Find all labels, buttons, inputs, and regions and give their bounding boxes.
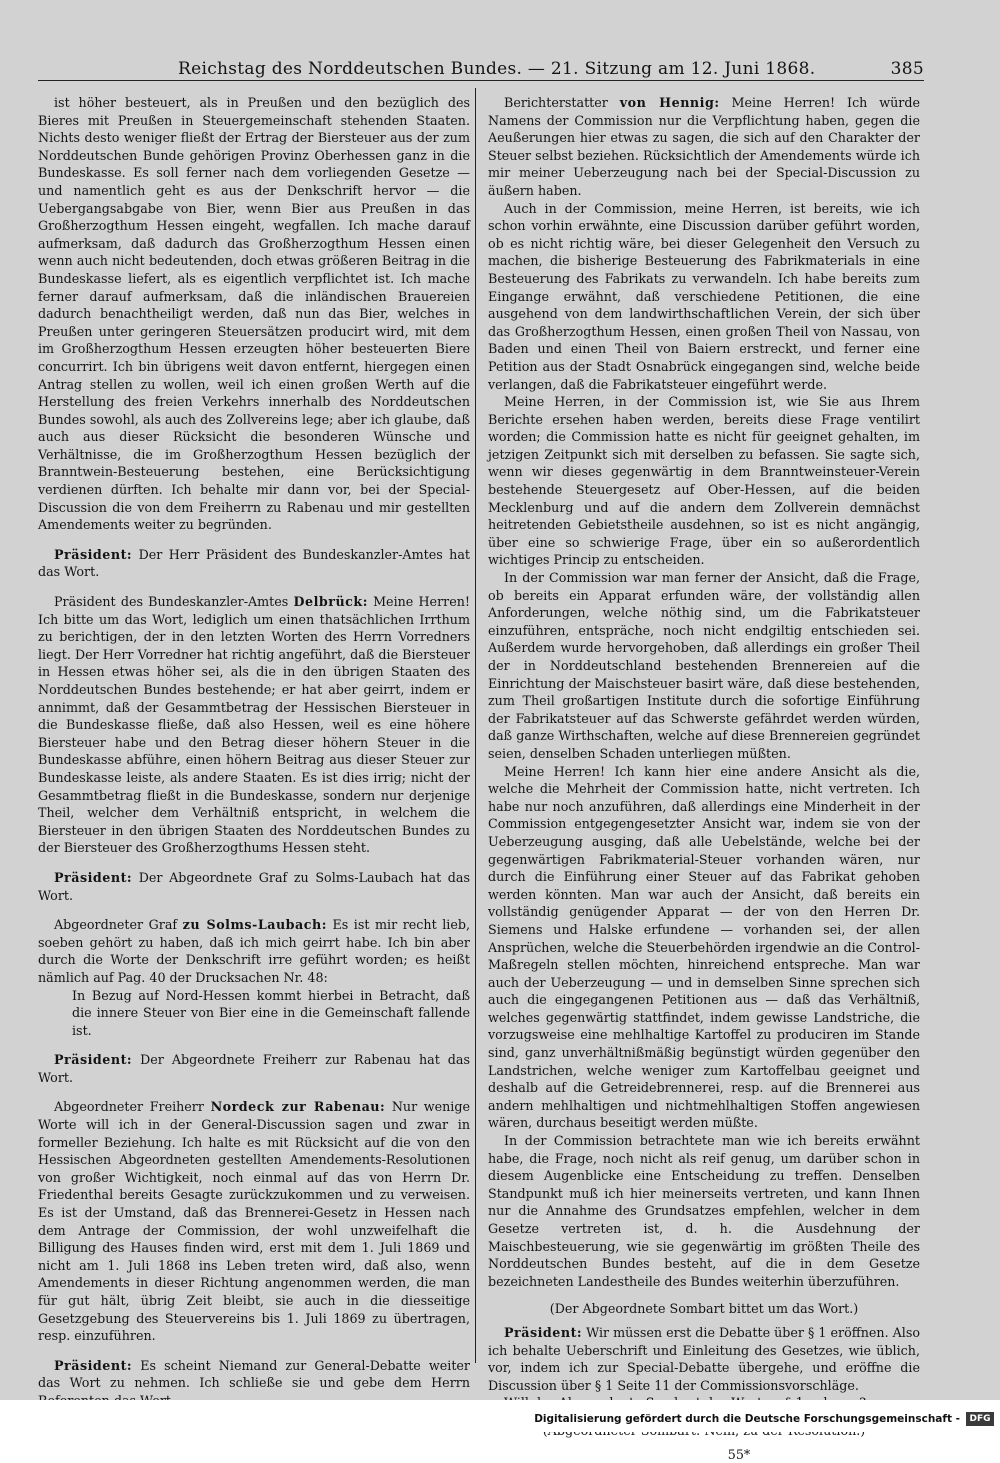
speaker-intro: Abgeordneter Graf: [54, 917, 183, 933]
left-column: [38, 94, 470, 1410]
speaker-label: Präsident:: [54, 546, 133, 562]
speech-text: Meine Herren! Ich bitte um das Wort, lediglich um einen thatsächlichen Irrthum zu berichtigen, der in den letzten Worten des Herrn Vorredners liegt. Der Herr Vorredner hat richtig angeführt, daß die Biersteuer in Hessen etwas höher sei, als die in den übrigen Staaten des Norddeutschen Bundes bestehende; er hat aber geirrt, indem er annimmt, daß der Gesammtbetrag der Hessischen Biersteuer in die Bundeskasse fließe, daß also Hessen, weil es eine höhere Biersteuer habe und den Betrag dieser höhern Steuer in die Bundeskasse abführe, einen höhern Beitrag aus dieser Steuer zur Bundeskasse leiste, als andere Staaten. Es ist dies irrig; nicht der Gesammtbetrag fließt in die Bundeskasse, sondern nur derjenige Theil, welcher dem Verhältniß entspricht, in welchem die Biersteuer in den übrigen Staaten des Norddeutschen Bundes zu der Biersteuer des Großherzogthums Hessen steht.: [38, 594, 470, 856]
speech-text: Meine Herren! Ich würde Namens der Commission nur die Verpflichtung haben, gegen die Aeußerungen hier etwas zu sagen, die sich auf den Charakter der Steuer selbst beziehen. Rücksichtlich der Amendements würde ich mir meiner Ueberzeugung nach bei der Special-Discussion zu äußern haben.: [488, 95, 920, 198]
paragraph: Meine Herren! Ich kann hier eine andere Ansicht als die, welche die Mehrheit der Commission hatte, nicht vertreten. Ich habe nur noch anzuführen, daß allerdings eine Minderheit in der Commission entgegengesetzter Ansicht war, indem sie von der Ueberzeugung ausging, daß alle Uebelstände, welche bei der gegenwärtigen Fabrikmaterial-Steuer vorhanden wären, nur durch die Einführung einer Steuer auf das Fabrikat gehoben werden könnten. Man war auch der Ansicht, daß bereits ein vollständig genügender Apparat — der von den Herren Dr. Siemens und Halske erfundene — vorhanden sei, der allen Ansprüchen, welche die Steuerbehörden irgendwie an die Control-Maßregeln stellen möchten, hinreichend entspreche. Man war auch der Ueberzeugung — und in demselben Sinne sprechen sich auch die eingegangenen Petitionen aus — daß das Verhältniß, welches gegenwärtig stattfindet, indem gewisse Landstriche, die vorzugsweise eine mehlhaltige Kartoffel zu produciren im Stande sind, ganz unverhältnißmäßig begünstigt würden gegenüber den Landstrichen, welche weniger zum Kartoffelbau geeignet und deshalb auf die Getreidebrennerei, resp. auf die Brennerei aus andern mehlhaltigen und nichtmehlhaltigen Stoffen angewiesen wären, durchaus beseitigt werden müßte.: [488, 763, 920, 1131]
speech-president: [488, 1324, 920, 1394]
speech-text: Der Abgeordnete Freiherr zur Rabenau hat das Wort.: [38, 1052, 470, 1085]
paragraph: Auch in der Commission, meine Herren, ist bereits, wie ich schon vorhin erwähnte, eine Discussion darüber geführt worden, ob es nicht richtig wäre, bei dieser Gelegenheit den Versuch zu machen, die bisherige Besteuerung des Fabrikmaterials in eine Besteuerung des Fabrikats zu verwandeln. Ich habe bereits zum Eingange erwähnt, daß verschiedene Petitionen, die eine ausgehend von dem landwirthschaftlichen Verein, der sich über das Großherzogthum Hessen, einen großen Theil von Nassau, von Baden und einen Theil von Baiern erstreckt, und ferner eine Petition aus der Stadt Osnabrück eingegangen sind, welche beide verlangen, daß die Fabrikatsteuer eingeführt werde.: [488, 200, 920, 392]
paragraph: In der Commission war man ferner der Ansicht, daß die Frage, ob bereits ein Apparat erfunden wäre, der vollständig allen Anforderungen, welche nöthig sind, um die Fabrikatsteuer einzuführen, entspräche, noch nicht endgiltig entschieden sei. Außerdem wurde hervorgehoben, daß allerdings ein großer Theil der in Norddeutschland bestehenden Brennereien auf die Einrichtung der Maischsteuer basirt wäre, daß diese bestehenden, zum Theil großartigen Institute durch die sofortige Einführung der Fabrikatsteuer auf das Schwerste gefährdet werden würden, daß ganze Wirthschaften, welche auf diese Brennereien gegründet seien, denselben Schaden unterliegen müßten.: [488, 570, 920, 761]
speaker-label: Präsident:: [504, 1324, 583, 1340]
quotation: In Bezug auf Nord-Hessen kommt hierbei in Betracht, daß die innere Steuer von Bier eine in die Gemeinschaft fallende ist.: [72, 987, 470, 1038]
speech-delbrueck: [38, 593, 470, 857]
speaker-label: Delbrück:: [293, 594, 368, 610]
speaker-label: Präsident:: [54, 869, 133, 885]
speech-president: [38, 869, 470, 904]
funding-credit: Digitalisierung gefördert durch die Deutsche Forschungsgemeinschaft -: [534, 1413, 960, 1425]
page-number: 385: [890, 59, 924, 79]
running-title: Reichstag des Norddeutschen Bundes. — 21. Sitzung am 12. Juni 1868.: [178, 59, 816, 79]
speech-solms-laubach: [38, 916, 470, 986]
speaker-label: Präsident:: [54, 1357, 133, 1373]
paragraph: In der Commission betrachtete man wie ich bereits erwähnt habe, die Frage, noch nicht als reif genug, um darüber schon in diesem Augenblicke eine Entscheidung zu treffen. Denselben Standpunkt muß ich hier meinerseits vertreten, und kann Ihnen nur die Annahme des Grundsatzes empfehlen, welcher in dem Gesetze vertreten ist, d. h. die Ausdehnung der Maischbesteuerung, wie sie gegenwärtig im größten Theile des Norddeutschen Bundes besteht, auf die in dem Gesetze bezeichneten Landestheile des Bundes weiterhin überzuführen.: [488, 1133, 920, 1289]
printer-signature: 55*: [727, 1446, 751, 1462]
right-column: [488, 94, 920, 1463]
stage-direction: (Der Abgeordnete Sombart bittet um das Wort.): [549, 1301, 859, 1317]
page-header: [38, 58, 924, 81]
speaker-intro: Abgeordneter Freiherr: [54, 1099, 211, 1115]
paragraph: Meine Herren, in der Commission ist, wie Sie aus Ihrem Berichte ersehen haben werden, bereits diese Frage ventilirt worden; die Commission hatte es nicht für geeignet gehalten, im jetzigen Zeitpunkt sich mit derselben zu befassen. Sie sagte sich, wenn wir dieses gegenwärtig in dem Branntweinsteuer-Verein bestehende Steuergesetz auf Ober-Hessen, auf die beiden Mecklenburg und auf die andern dem Zollverein demnächst heitretenden Gebietstheile ausdehnen, so ist es nicht angängig, über eine so schwierige Frage, über ein so außerordentlich wichtiges Princip zu entscheiden.: [488, 394, 920, 568]
speech-von-hennig: [488, 94, 920, 200]
speech-president: [38, 546, 470, 581]
speech-text: Wir müssen erst die Debatte über § 1 eröffnen. Also ich behalte Ueberschrift und Einleitung des Gesetzes, wie üblich, vor, indem ich zur Special-Debatte übergehe, und eröffne die Discussion über § 1 Seite 11 der Commissionsvorschläge.: [488, 1324, 921, 1393]
speech-text: Es ist mir recht lieb, soeben gehört zu haben, daß ich mich geirrt habe. Ich bin aber durch die Worte der Denkschrift irre geführt worden; es heißt nämlich auf Pag. 40 der Drucksachen Nr. 48:: [38, 917, 471, 985]
column-divider: [475, 88, 476, 1363]
speech-text: Es scheint Niemand zur General-Debatte weiter das Wort zu nehmen. Ich schließe sie und gebe dem Herrn: [38, 1357, 470, 1391]
digitization-footer: [0, 1400, 1000, 1432]
speaker-intro: Berichterstatter: [504, 95, 620, 110]
speech-rabenau: [38, 1098, 470, 1344]
speech-text: Der Abgeordnete Graf zu Solms-Laubach hat das Wort.: [38, 869, 470, 903]
dfg-logo: DFG: [966, 1412, 994, 1426]
speaker-intro: Präsident des Bundeskanzler-Amtes: [54, 594, 294, 610]
speech-text: Der Herr Präsident des Bundeskanzler-Amtes hat das Wort.: [38, 546, 470, 580]
speaker-label: zu Solms-Laubach:: [182, 917, 327, 933]
speech-president: [38, 1051, 470, 1086]
speaker-label: von Hennig:: [619, 95, 720, 110]
speech-text: Nur wenige Worte will ich in der General-Discussion sagen und zwar in formeller Beziehung. Ich halte es mit Rücksicht auf die von den Hessischen Abgeordneten gestellten Amendements-Resolutionen von großer Wichtigkeit, noch einmal auf das von Herrn Dr. Friedenthal bereits Gesagte zurückzukommen und zu verweisen. Es ist der Umstand, daß das Brennerei-Gesetz in Hessen nach dem Antrage der Commission, der wohl unzweifelhaft die Billigung des Hauses finden wird, erst mit dem 1. Juli 1869 und nicht am 1. Juli 1868 ins Leben treten wird, daß also, wenn Amendements in dieser Richtung angenommen werden, die man für gut hält, übrig Zeit bleibt, sie auch in die diesseitige Gesetzgebung des Steuervereins bis 1. Juli 1869 zu übertragen, resp. einzuführen.: [38, 1099, 470, 1344]
speaker-label: Präsident:: [54, 1052, 133, 1068]
paragraph: ist höher besteuert, als in Preußen und den bezüglich des Bieres mit Preußen in Steuergemeinschaft stehenden Staaten. Nichts desto weniger fließt der Ertrag der Biersteuer aus der zum Norddeutschen Bunde gehörigen Provinz Oberhessen ganz in die Bundeskasse. Es soll ferner nach dem vorliegenden Gesetze — und namentlich geht es aus der Denkschrift hervor — die Uebergangsabgabe von Bier, wenn Bier aus Preußen in das Großherzogthum Hessen eingeht, wegfallen. Ich mache darauf aufmerksam, daß dadurch das Großherzogthum Hessen einen wenn auch nicht bedeutenden, doch etwas größeren Beitrag in die Bundeskasse liefert, als es eigentlich verpflichtet ist. Ich mache ferner darauf aufmerksam, daß die inländischen Brauereien dadurch benachtheiligt werden, daß nun das Bier, welches in Preußen unter geringeren Steuersätzen producirt wird, mit dem im Großherzogthum Hessen erzeugten höher besteuerten Biere concurrirt. Ich bin übrigens weit davon entfernt, hiergegen einen Antrag stellen zu wollen, weil ich einen großen Werth auf die Herstellung des freien Verkehrs innerhalb des Norddeutschen Bundes sowohl, als auch des Zollvereins lege; aber ich glaube, daß auch aus dieser Rücksicht die besonderen Wünsche und Verhältnisse, die im Großherzogthum Hessen bezüglich der Branntwein-Besteuerung bestehen, eine Berücksichtigung verdienen dürften. Ich behalte mir dann vor, bei der Special-Discussion die von dem Freiherrn zu Rabenau und mir gestellten Amendements weiter zu begründen.: [38, 95, 470, 533]
speaker-label: Nordeck zur Rabenau:: [210, 1099, 386, 1115]
